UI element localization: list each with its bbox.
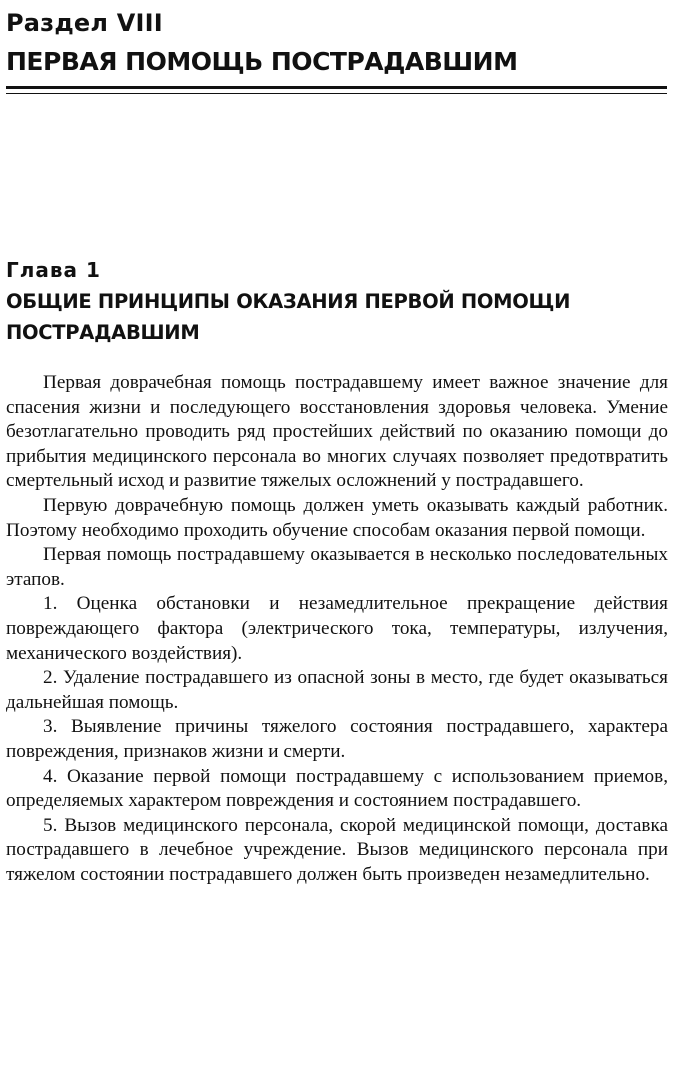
title-rule-thick [6,86,667,89]
paragraph-step-2: 2. Удаление пострадавшего из опасной зоны в место, где будет оказываться дальнейшая помощь. [6,667,668,713]
paragraph-stages: Первая помощь пострадавшему оказывается в несколько последовательных этапов. [6,544,668,590]
body-text [6,371,668,887]
section-label: Раздел VIII [6,9,163,37]
chapter-title-line-1: ОБЩИЕ ПРИНЦИПЫ ОКАЗАНИЯ ПЕРВОЙ ПОМОЩИ [6,290,571,313]
chapter-title [6,286,674,348]
section-title: ПЕРВАЯ ПОМОЩЬ ПОСТРАДАВШИМ [6,47,518,76]
paragraph-step-4: 4. Оказание первой помощи пострадавшему с использованием приемов, определяемых характером повреждения и состоянием пострадавшего. [6,765,668,812]
chapter-title-line-2: ПОСТРАДАВШИМ [6,321,200,344]
paragraph-intro: Первая доврачебная помощь пострадавшему имеет важное значение для спасения жизни и последующего восстановления здоровья человека. Умение безотлагательно проводить ряд простейших действий по оказанию помощи до прибытия медицинского персонала во многих случаях позволяет предотвратить смертельный исход и развитие тяжелых осложнений у пострадавшего. [6,372,668,492]
paragraph-step-3: 3. Выявление причины тяжелого состояния пострадавшего, характера повреждения, признаков жизни и смерти. [6,716,668,762]
paragraph-step-1: 1. Оценка обстановки и незамедлительное прекращение действия повреждающего фактора (электрического тока, температуры, излучения, механического воздействия). [6,593,668,664]
paragraph-step-5: 5. Вызов медицинского персонала, скорой медицинской помощи, доставка пострадавшего в лечебное учреждение. Вызов медицинского персонала при тяжелом состоянии пострадавшего должен быть произведен незамедлительно. [6,814,668,885]
paragraph-training: Первую доврачебную помощь должен уметь оказывать каждый работник. Поэтому необходимо проходить обучение способам оказания первой помощи. [6,494,668,541]
chapter-label: Глава 1 [6,258,101,282]
title-rule-thin [6,93,667,94]
